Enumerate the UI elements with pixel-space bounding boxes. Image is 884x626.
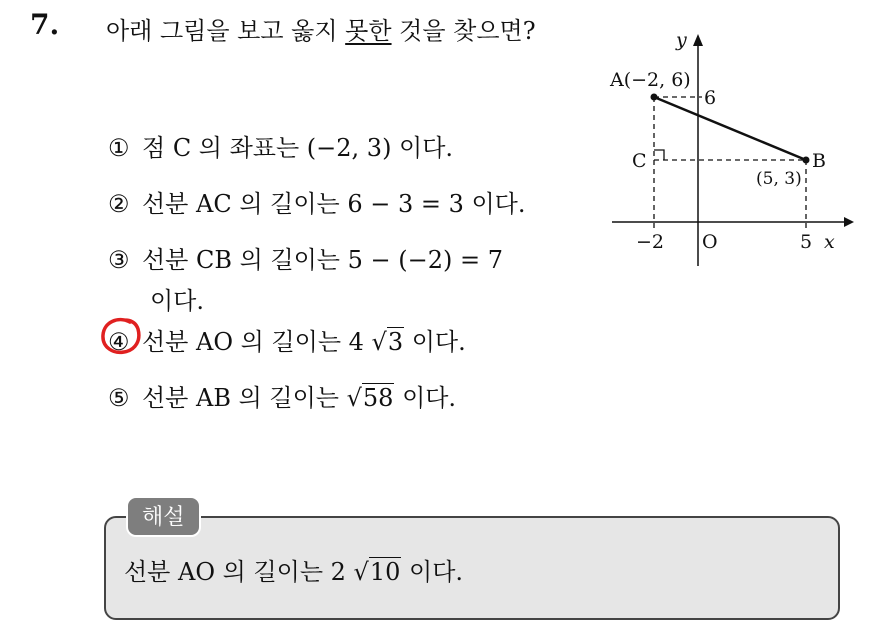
point-b-label: B — [812, 150, 826, 172]
option-2[interactable] — [108, 184, 525, 219]
selected-answer-circle — [100, 316, 142, 356]
radicand: 58 — [362, 384, 394, 412]
question-text-before: 아래 그림을 보고 옳지 — [106, 17, 346, 45]
explanation-text-start: 선분 AO 의 길이는 2 — [124, 558, 354, 586]
point-b — [803, 157, 810, 164]
point-a-label: A(−2, 6) — [610, 69, 691, 91]
explanation-text — [124, 552, 463, 587]
sqrt-expression: √58 — [346, 384, 394, 412]
question-number: 7. — [30, 8, 60, 41]
y-axis-label: y — [676, 29, 687, 51]
option-3[interactable] — [108, 240, 503, 316]
option-text-end: 이다. — [404, 328, 466, 356]
option-text-end: 이다. — [394, 384, 457, 412]
x-axis-label: x — [824, 231, 835, 253]
option-marker: ① — [108, 134, 130, 162]
tick-label-minus2: −2 — [636, 231, 665, 253]
tick-label-6: 6 — [704, 87, 717, 109]
segment-ab — [654, 97, 806, 160]
question-text-underlined: 못한 — [345, 17, 392, 45]
origin-label: O — [702, 231, 718, 253]
option-text: 점 C 의 좌표는 (−2, 3) 이다. — [142, 134, 454, 162]
option-text: 선분 CB 의 길이는 5 − (−2) = 7 — [142, 246, 503, 274]
coordinate-graph — [606, 22, 866, 272]
sqrt-expression: √3 — [371, 328, 404, 356]
point-a — [651, 94, 658, 101]
option-text-continuation: 이다. — [150, 287, 204, 315]
option-1[interactable] — [108, 128, 453, 163]
option-marker: ④ — [108, 328, 130, 356]
option-5[interactable] — [108, 378, 456, 413]
sqrt-expression: √10 — [353, 558, 401, 586]
right-angle-marker — [654, 150, 664, 160]
point-b-coord: (5, 3) — [756, 169, 802, 189]
option-marker: ③ — [108, 246, 130, 274]
y-axis-arrow — [693, 34, 703, 46]
question-text — [106, 10, 586, 52]
x-axis-arrow — [844, 217, 854, 227]
question-text-after: 것을 찾으면? — [391, 17, 536, 45]
option-marker: ⑤ — [108, 384, 130, 412]
option-4[interactable] — [108, 322, 466, 357]
option-text: 선분 AC 의 길이는 6 − 3 = 3 이다. — [142, 190, 526, 218]
option-marker: ② — [108, 190, 130, 218]
point-c-label: C — [632, 150, 647, 172]
radicand: 3 — [387, 328, 404, 356]
tick-label-5: 5 — [800, 231, 813, 253]
option-text: 선분 AB 의 길이는 — [142, 384, 347, 412]
radicand: 10 — [369, 558, 401, 586]
option-text: 선분 AO 의 길이는 4 — [142, 328, 372, 356]
explanation-text-end: 이다. — [401, 558, 464, 586]
explanation-tag: 해설 — [126, 496, 201, 537]
